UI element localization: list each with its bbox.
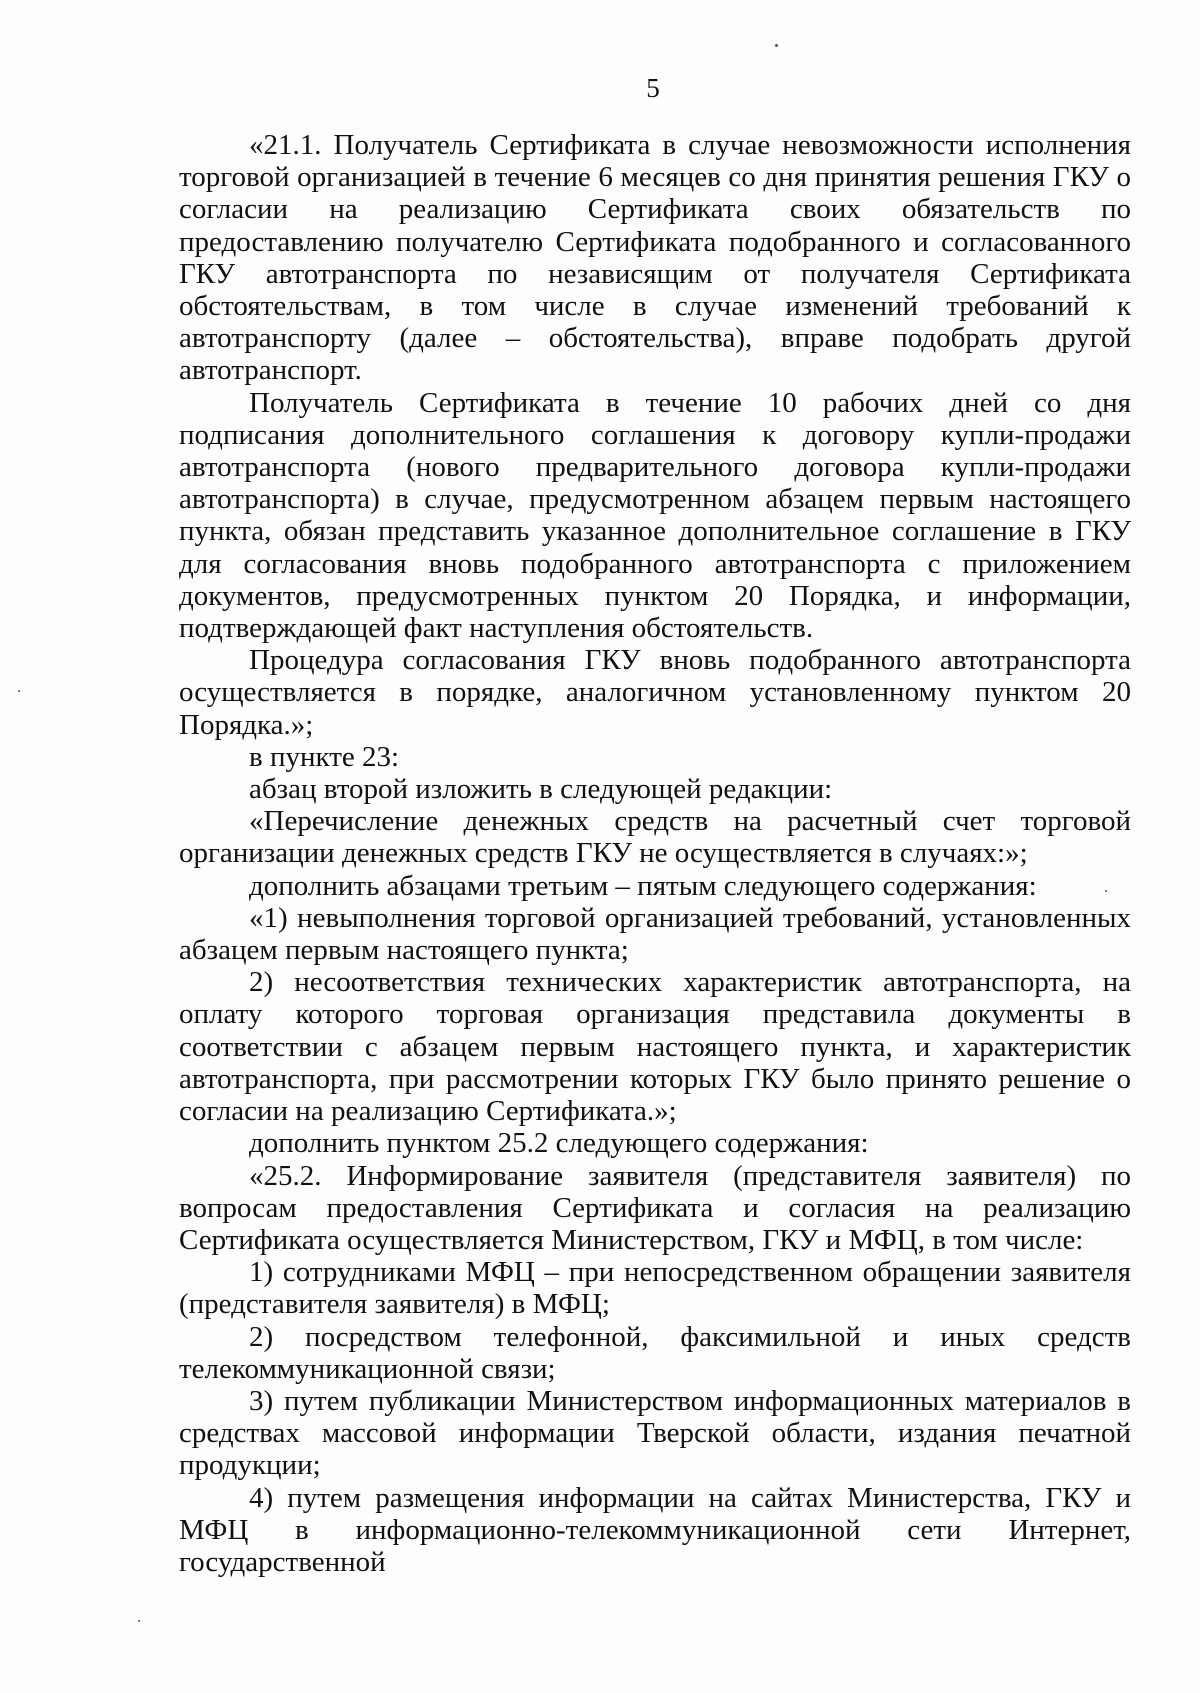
paragraph-add-abzacs: дополнить абзацами третьим – пятым следующего содержания: <box>249 869 1037 902</box>
paragraph-approval-procedure: Процедура согласования ГКУ вновь подобранного автотранспорта осуществляется в порядке, аналогичном установленному пунктом 20 Порядка.»; <box>179 644 1131 741</box>
document-body <box>179 129 1131 1578</box>
paragraph-second-abzac: абзац второй изложить в следующей редакции: <box>249 773 833 806</box>
info-method-3: 3) путем публикации Министерством информационных материалов в средствах массовой информации Тверской области, издания печатной продукции; <box>179 1384 1131 1482</box>
paragraph-recipient-obligation: Получатель Сертификата в течение 10 рабочих дней со дня подписания дополнительного соглашения к договору купли-продажи автотранспорта (нового предварительного договора купли-продажи автотранспорта) в случае, предусмотренном абзацем первым настоящего пункта, обязан представить указанное дополнительное соглашение в ГКУ для согласования вновь подобранного автотранспорта с приложением документов, предусмотренных пунктом 20 Порядка, и информации, подтверждающей факт наступления обстоятельств. <box>179 386 1131 645</box>
info-method-4: 4) путем размещения информации на сайтах Министерства, ГКУ и МФЦ в информационно-телекоммуникационной сети Интернет, государственной <box>179 1481 1131 1578</box>
paragraph-add-item-25-2: дополнить пунктом 25.2 следующего содержания: <box>249 1127 869 1160</box>
paragraph-transfer-funds: «Перечисление денежных средств на расчетный счет торговой организации денежных средств ГКУ не осуществляется в случаях:»; <box>179 805 1131 870</box>
list-item-1: «1) невыполнения торговой организацией требований, установленных абзацем первым настоящего пункта; <box>179 901 1131 967</box>
paragraph-25-2: «25.2. Информирование заявителя (представителя заявителя) по вопросам предоставления Сертификата и согласия на реализацию Сертификата осуществляется Министерством, ГКУ и МФЦ, в том числе: <box>179 1159 1131 1256</box>
page-number: 5 <box>646 73 660 103</box>
paragraph-item-23: в пункте 23: <box>249 740 400 773</box>
scan-speck <box>138 1620 140 1622</box>
info-method-1: 1) сотрудниками МФЦ – при непосредственном обращении заявителя (представителя заявителя) в МФЦ; <box>179 1256 1131 1321</box>
scan-speck <box>775 44 778 47</box>
scan-speck <box>18 690 20 692</box>
paragraph-21-1: «21.1. Получатель Сертификата в случае невозможности исполнения торговой организацией в течение 6 месяцев со дня принятия решения ГКУ о согласии на реализацию Сертификата своих обязательств по предоставлению получателю Сертификата подобранного и согласованного ГКУ автотранспорта по независящим от получателя Сертификата обстоятельствам, в том числе в случае изменений требований к автотранспорту (далее – обстоятельства), вправе подобрать другой автотранспорт. <box>179 129 1131 387</box>
list-item-2: 2) несоответствия технических характеристик автотранспорта, на оплату которого торговая организация представила документы в соответствии с абзацем первым настоящего пункта, и характеристик автотранспорта, при рассмотрении которых ГКУ было принято решение о согласии на реализацию Сертификата.»; <box>179 966 1131 1128</box>
info-method-2: 2) посредством телефонной, факсимильной и иных средств телекоммуникационной связи; <box>179 1320 1131 1385</box>
